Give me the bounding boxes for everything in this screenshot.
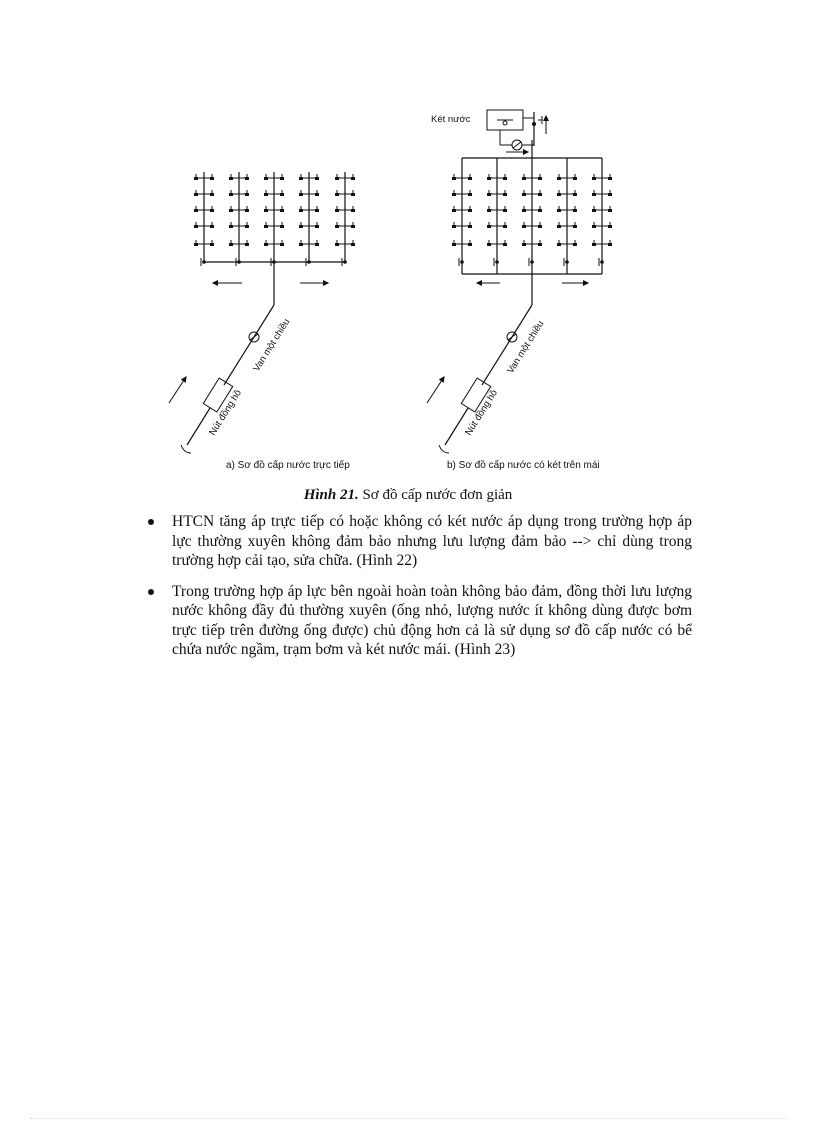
tap-icon [315, 243, 319, 246]
tap-icon [608, 225, 612, 228]
tap-icon [573, 243, 577, 246]
tap-icon [557, 243, 561, 246]
tap-icon [280, 243, 284, 246]
tap-icon [245, 225, 249, 228]
tap-icon [487, 177, 491, 180]
valve-icon [530, 260, 534, 264]
tap-icon [592, 177, 596, 180]
tap-icon [592, 209, 596, 212]
tap-icon [538, 193, 542, 196]
tap-icon [522, 225, 526, 228]
tap-icon [503, 193, 507, 196]
left-valve-label: Van một chiều [251, 316, 293, 374]
tap-icon [280, 193, 284, 196]
tap-icon [608, 209, 612, 212]
tap-icon [194, 225, 198, 228]
tap-icon [315, 209, 319, 212]
tap-icon [335, 225, 339, 228]
right-diagram-caption: b) Sơ đồ cấp nước có két trên mái [447, 460, 600, 471]
tank-valve-icon [532, 122, 536, 126]
riser-pipe [264, 172, 284, 266]
inlet-end-icon [181, 445, 191, 453]
tap-icon [315, 225, 319, 228]
tap-icon [299, 177, 303, 180]
tap-icon [229, 177, 233, 180]
tap-icon [351, 193, 355, 196]
bullet-item [147, 582, 692, 660]
tap-icon [468, 225, 472, 228]
tank-label: Két nước [431, 114, 471, 125]
bullet-dot-icon [148, 589, 154, 595]
figure-number: Hình 21. [303, 487, 359, 503]
tap-icon [608, 193, 612, 196]
tap-icon [194, 243, 198, 246]
tap-icon [280, 225, 284, 228]
tap-icon [573, 193, 577, 196]
tap-icon [264, 225, 268, 228]
tap-icon [538, 225, 542, 228]
tap-icon [229, 193, 233, 196]
riser-pipe [522, 158, 542, 274]
tap-icon [264, 209, 268, 212]
tap-icon [487, 193, 491, 196]
tap-icon [315, 193, 319, 196]
riser-pipe [335, 172, 355, 266]
tap-icon [538, 209, 542, 212]
tap-icon [351, 243, 355, 246]
tap-icon [452, 177, 456, 180]
flow-direction-arrow [169, 377, 186, 403]
tap-icon [538, 243, 542, 246]
flow-right-arrow [300, 281, 328, 285]
tap-icon [452, 225, 456, 228]
tap-icon [264, 193, 268, 196]
tank-outflow-arrow [544, 116, 548, 134]
tap-icon [245, 193, 249, 196]
tap-icon [573, 225, 577, 228]
inlet-pipe [187, 408, 210, 445]
flow-direction-arrow [427, 377, 444, 403]
bullet-item [147, 512, 692, 571]
inlet-end-icon [439, 445, 449, 453]
tap-icon [452, 243, 456, 246]
tap-icon [315, 177, 319, 180]
tap-icon [229, 209, 233, 212]
riser-pipe [557, 158, 577, 274]
tap-icon [592, 193, 596, 196]
tap-icon [299, 209, 303, 212]
tap-icon [557, 193, 561, 196]
left-water-supply-diagram [169, 172, 355, 453]
tap-icon [487, 209, 491, 212]
tap-icon [299, 193, 303, 196]
tap-icon [468, 243, 472, 246]
tap-icon [335, 177, 339, 180]
right-meter-label: Nút đồng hồ [463, 387, 500, 438]
valve-icon [600, 260, 604, 264]
right-valve-label: Van một chiều [505, 318, 547, 376]
riser-pipe [487, 158, 507, 274]
tap-icon [608, 177, 612, 180]
tap-icon [522, 209, 526, 212]
tap-icon [335, 243, 339, 246]
flow-left-arrow [213, 281, 242, 285]
tap-icon [210, 209, 214, 212]
tap-icon [194, 193, 198, 196]
tap-icon [557, 225, 561, 228]
tap-icon [522, 243, 526, 246]
tap-icon [573, 209, 577, 212]
tap-icon [592, 225, 596, 228]
tap-icon [245, 177, 249, 180]
riser-pipe [229, 172, 249, 266]
tap-icon [210, 193, 214, 196]
tap-icon [245, 243, 249, 246]
bullet-text: Trong trường hợp áp lực bên ngoài hoàn toàn không bảo đảm, đồng thời lưu lượng nước không đầy đủ thường xuyên (ống nhỏ, lượng nước ít không dùng được bơm trực tiếp trên đường ống được) chủ động hơn cả là sử dụng sơ đồ cấp nước có bể chứa nước ngầm, trạm bơm và két nước mái. (Hình 23) [172, 582, 692, 658]
tap-icon [468, 177, 472, 180]
tap-icon [487, 243, 491, 246]
tap-icon [351, 225, 355, 228]
tap-icon [503, 177, 507, 180]
left-diagram-caption: a) Sơ đồ cấp nước trực tiếp [226, 460, 350, 471]
tap-icon [503, 225, 507, 228]
bullet-list [147, 512, 692, 671]
tap-icon [452, 209, 456, 212]
riser-pipe [194, 172, 214, 266]
tap-icon [210, 225, 214, 228]
tap-icon [264, 177, 268, 180]
valve-icon [460, 260, 464, 264]
tap-icon [299, 243, 303, 246]
tap-icon [229, 225, 233, 228]
tap-icon [573, 177, 577, 180]
tap-icon [351, 177, 355, 180]
tap-icon [194, 209, 198, 212]
tap-icon [522, 193, 526, 196]
tap-icon [280, 177, 284, 180]
bullet-dot-icon [148, 519, 154, 525]
tap-icon [280, 209, 284, 212]
figure-title [0, 487, 816, 504]
tap-icon [210, 177, 214, 180]
tap-icon [468, 209, 472, 212]
flow-left-arrow [477, 281, 500, 285]
tap-icon [538, 177, 542, 180]
tap-icon [335, 193, 339, 196]
figure-title-text: Sơ đồ cấp nước đơn giản [358, 487, 513, 503]
tap-icon [335, 209, 339, 212]
inlet-pipe [445, 408, 468, 445]
tap-icon [503, 209, 507, 212]
right-water-supply-diagram [427, 110, 612, 453]
tap-icon [608, 243, 612, 246]
tap-icon [557, 177, 561, 180]
riser-pipe [592, 158, 612, 274]
float-valve-icon [503, 121, 507, 125]
bullet-text: HTCN tăng áp trực tiếp có hoặc không có két nước áp dụng trong trường hợp áp lực thường xuyên không đảm bảo nhưng lưu lượng đảm bảo --> chỉ dùng trong trường hợp cải tạo, sửa chữa. (Hình 22) [172, 513, 692, 569]
page-footer-rule [30, 1118, 786, 1119]
riser-pipe [299, 172, 319, 266]
tap-icon [194, 177, 198, 180]
left-meter-label: Nút đồng hồ [207, 387, 244, 438]
tap-icon [503, 243, 507, 246]
tap-icon [351, 209, 355, 212]
tap-icon [522, 177, 526, 180]
tap-icon [468, 193, 472, 196]
tap-icon [264, 243, 268, 246]
riser-pipe [452, 158, 472, 274]
tap-icon [299, 225, 303, 228]
valve-icon [565, 260, 569, 264]
tap-icon [210, 243, 214, 246]
tap-icon [245, 209, 249, 212]
tap-icon [452, 193, 456, 196]
flow-right-arrow [562, 281, 588, 285]
tap-icon [557, 209, 561, 212]
tap-icon [592, 243, 596, 246]
valve-icon [495, 260, 499, 264]
figure-21-diagram [0, 0, 816, 480]
tap-icon [229, 243, 233, 246]
tap-icon [487, 225, 491, 228]
